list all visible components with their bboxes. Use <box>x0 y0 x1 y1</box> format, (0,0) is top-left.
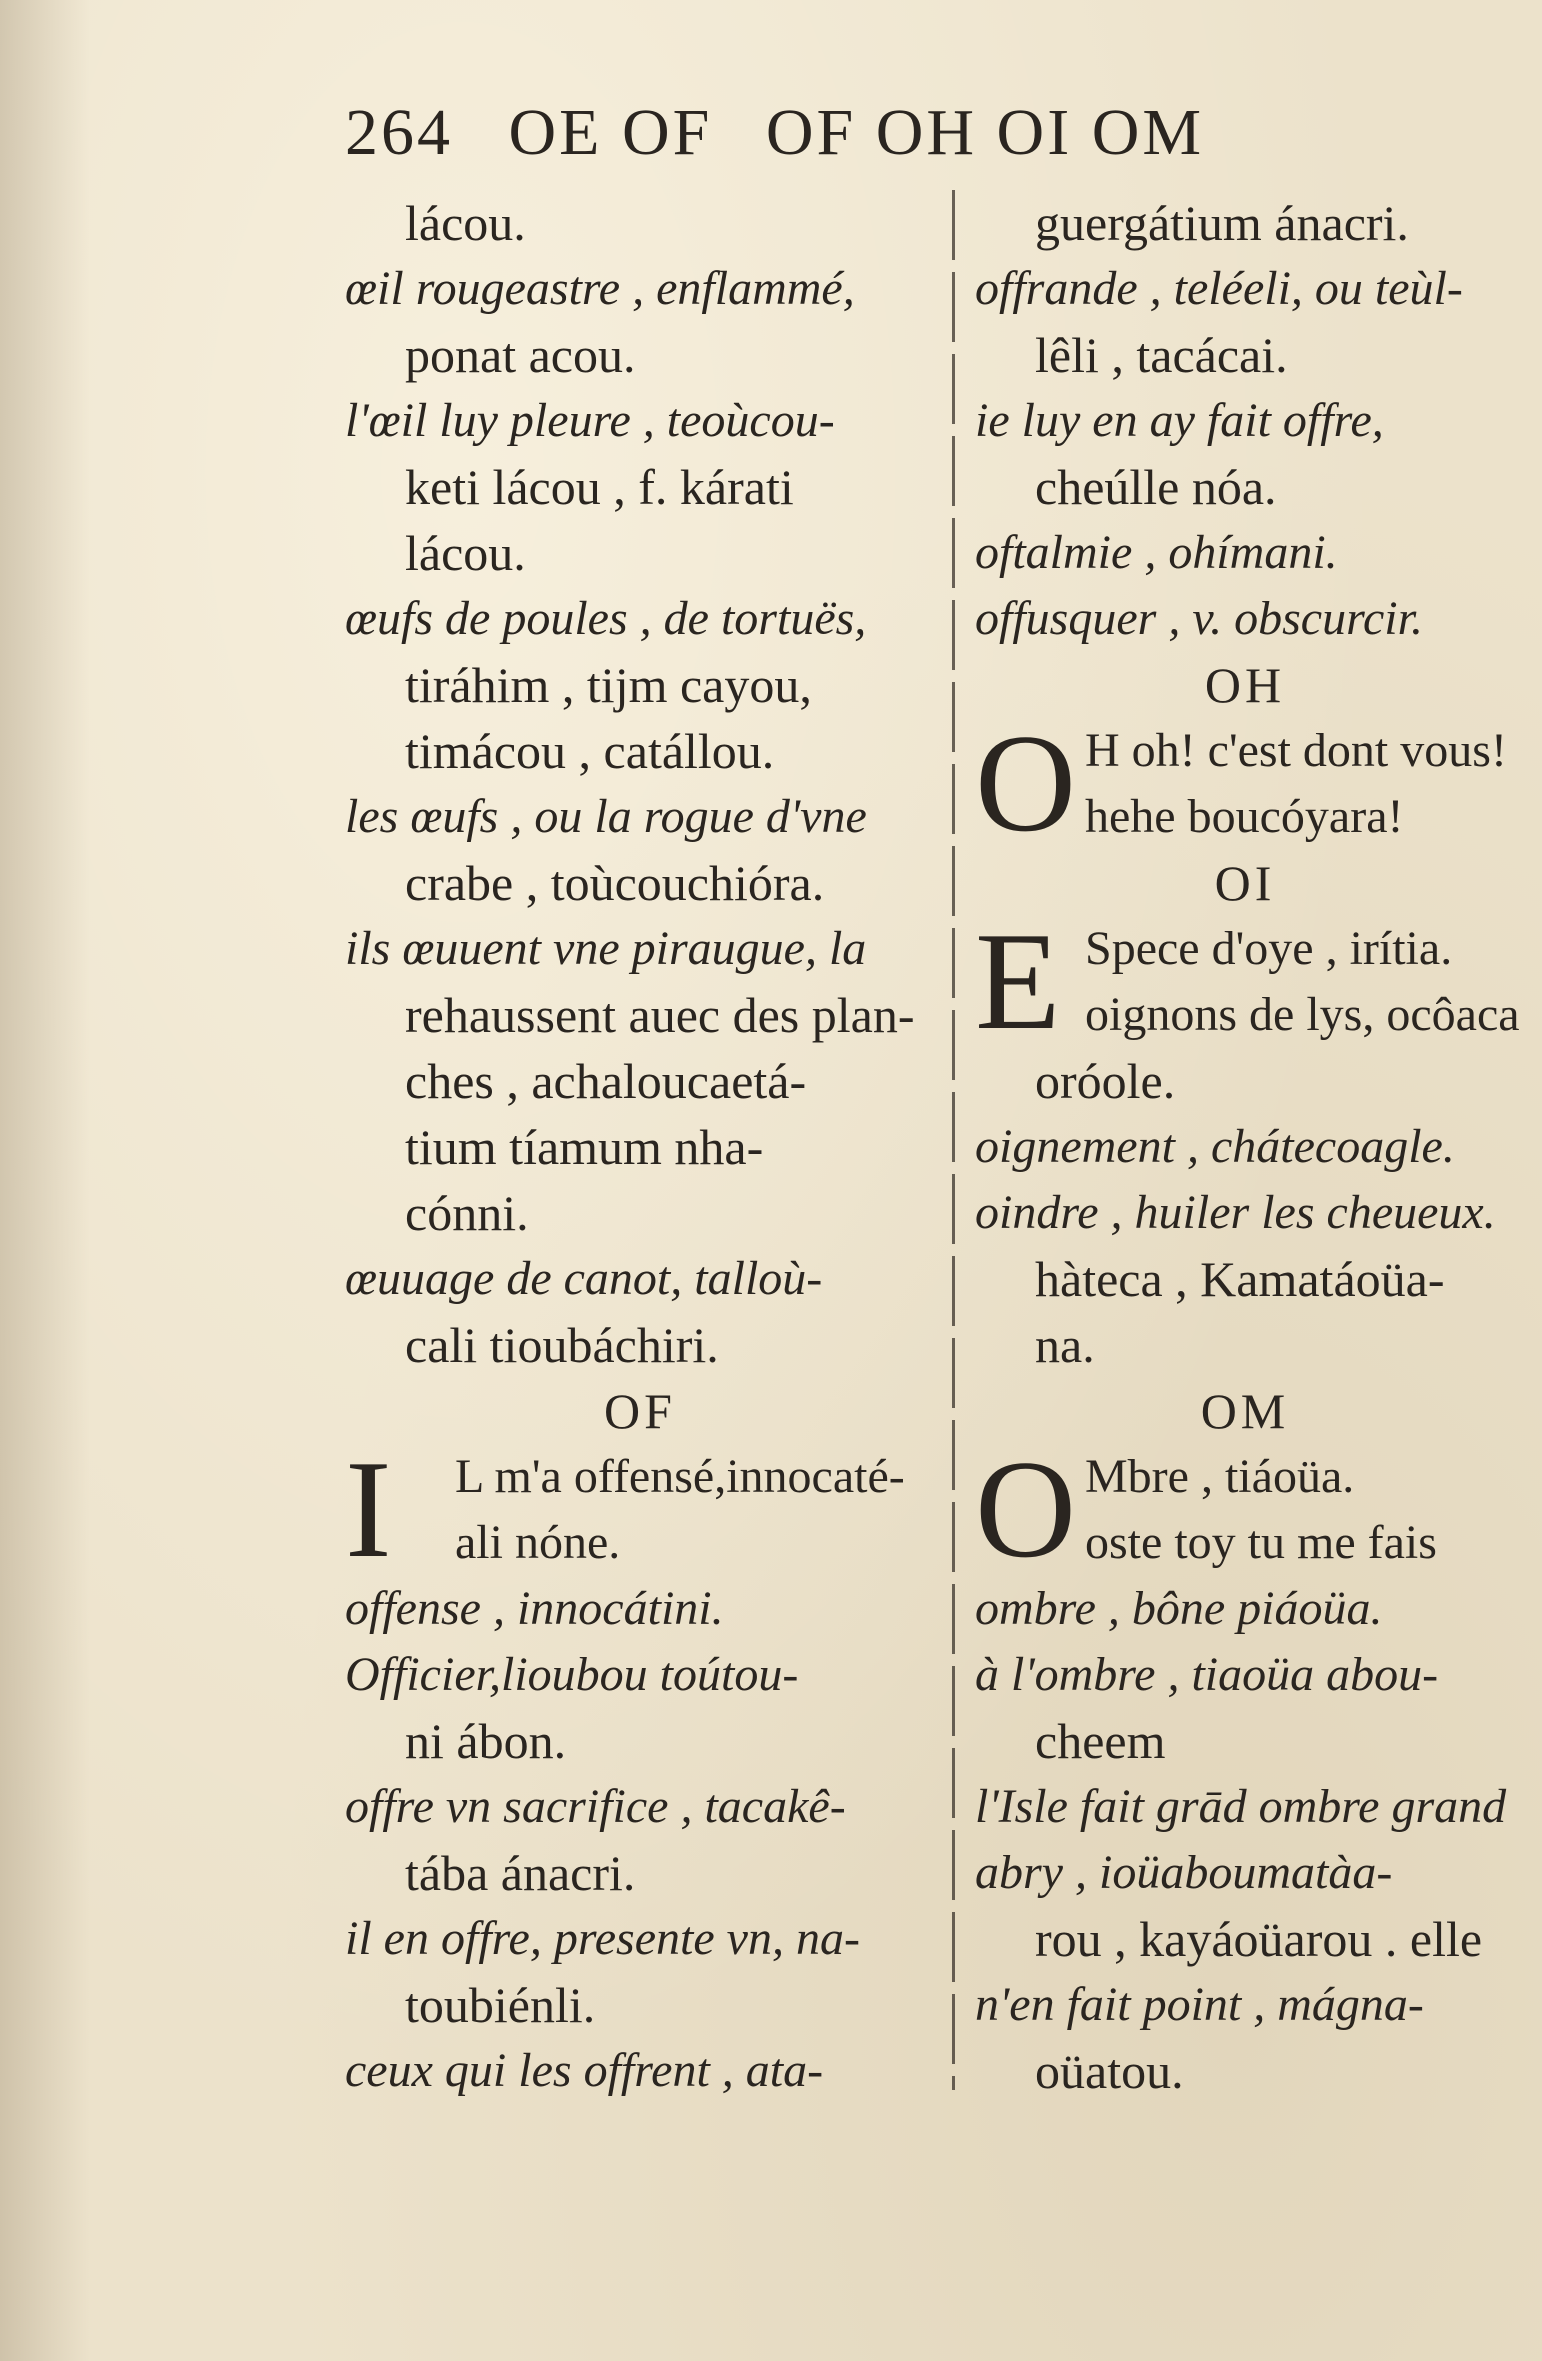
left-column <box>345 190 935 2104</box>
dropcap-entry-oi <box>975 904 1520 1059</box>
entry-line: ches , achaloucaetá- <box>405 1053 807 1109</box>
entry-line: na. <box>1035 1317 1095 1373</box>
entry-line: œufs de poules , de tortuës, <box>345 592 867 645</box>
drop-cap-letter: O <box>975 1432 1077 1587</box>
entry-line: à l'ombre , tiaoüa abou- <box>975 1648 1439 1701</box>
drop-cap-letter: E <box>975 904 1061 1059</box>
entry-line: ombre , bône piáoüa. <box>975 1582 1383 1635</box>
entry-line: ponat acou. <box>405 327 636 383</box>
entry-line: cheúlle nóa. <box>1035 459 1277 515</box>
dropcap-entry-of <box>345 1432 935 1587</box>
entry-line: offrande , teléeli, ou teùl- <box>975 262 1463 315</box>
entry-line: tiráhim , tijm cayou, <box>405 657 812 713</box>
entry-line: Mbre , tiáoüa. <box>1085 1450 1355 1503</box>
entry-line: oignement , chátecoagle. <box>975 1120 1455 1173</box>
entry-line: ceux qui les offrent , ata- <box>345 2044 824 2097</box>
entry-line: abry , ioüaboumatàa- <box>975 1846 1393 1899</box>
entry-line: oüatou. <box>1035 2043 1184 2099</box>
section-heading-oh: OH <box>1204 657 1286 713</box>
entry-line: oróole. <box>1035 1053 1176 1109</box>
entry-line: keti lácou , f. kárati <box>405 459 794 515</box>
entry-line: ni ábon. <box>405 1713 567 1769</box>
entry-line: cheem <box>1035 1713 1166 1769</box>
entry-line: œil rougeastre , enflammé, <box>345 262 855 315</box>
entry-line: offre vn sacrifice , tacakê- <box>345 1780 846 1833</box>
entry-line: rehaussent auec des plan- <box>405 987 915 1043</box>
entry-line: les œufs , ou la rogue d'vne <box>345 790 867 843</box>
entry-line: oste toy tu me fais <box>1085 1516 1437 1569</box>
entry-line: hehe boucóyara! <box>1085 790 1404 843</box>
running-head-left: OE OF <box>508 96 713 169</box>
dropcap-entry-oh <box>975 706 1515 861</box>
entry-line: L m'a offensé,innocaté- <box>455 1450 905 1503</box>
section-heading-om: OM <box>1200 1383 1290 1439</box>
entry-line: timácou , catállou. <box>405 723 775 779</box>
entry-line: l'Isle fait grād ombre grand <box>975 1780 1507 1833</box>
entry-line: tium tíamum nha- <box>405 1119 764 1175</box>
column-divider <box>952 190 955 2090</box>
entry-line: offense , innocátini. <box>345 1582 724 1635</box>
entry-line: oignons de lys, ocôaca <box>1085 988 1520 1041</box>
running-head-right: OF OH OI OM <box>765 96 1205 169</box>
entry-line: offusquer , v. obscurcir. <box>975 592 1423 645</box>
entry-line: n'en fait point , mágna- <box>975 1978 1424 2031</box>
page-number: 264 <box>345 96 453 169</box>
entry-line: il en offre, presente vn, na- <box>345 1912 860 1965</box>
section-heading-oi: OI <box>1214 855 1276 911</box>
dropcap-entry-om <box>975 1432 1515 1587</box>
page-header <box>345 95 1204 171</box>
entry-line: œuuage de canot, talloù- <box>345 1252 823 1305</box>
entry-line: ie luy en ay fait offre, <box>975 394 1384 447</box>
entry-line: H oh! c'est dont vous! <box>1085 724 1507 777</box>
entry-line: lêli , tacácai. <box>1035 327 1288 383</box>
entry-line: l'œil luy pleure , teoùcou- <box>345 394 835 447</box>
entry-line: oftalmie , ohímani. <box>975 526 1338 579</box>
entry-line: lácou. <box>405 525 526 581</box>
entry-line: ils œuuent vne piraugue, la <box>345 922 867 975</box>
entry-line: cali tioubáchiri. <box>405 1317 719 1373</box>
drop-cap-letter: O <box>975 706 1077 861</box>
entry-line: toubiénli. <box>405 1977 596 2033</box>
entry-line: oindre , huiler les cheueux. <box>975 1186 1496 1239</box>
right-column <box>975 190 1520 2104</box>
entry-line: crabe , toùcouchióra. <box>405 855 825 911</box>
section-heading-of: OF <box>604 1383 676 1439</box>
gutter-shadow <box>0 0 90 2361</box>
entry-line: cónni. <box>405 1185 529 1241</box>
drop-cap-letter: I <box>345 1432 392 1587</box>
entry-line: rou , kayáoüarou . elle <box>1035 1911 1483 1967</box>
entry-line: tába ánacri. <box>405 1845 636 1901</box>
entry-line: ali nóne. <box>455 1516 621 1569</box>
entry-line: lácou. <box>405 195 526 251</box>
entry-line: guergátium ánacri. <box>1035 195 1409 251</box>
entry-line: hàteca , Kamatáoüa- <box>1035 1251 1445 1307</box>
entry-line: Officier,lioubou toútou- <box>345 1648 799 1701</box>
entry-line: Spece d'oye , irítia. <box>1085 922 1453 975</box>
